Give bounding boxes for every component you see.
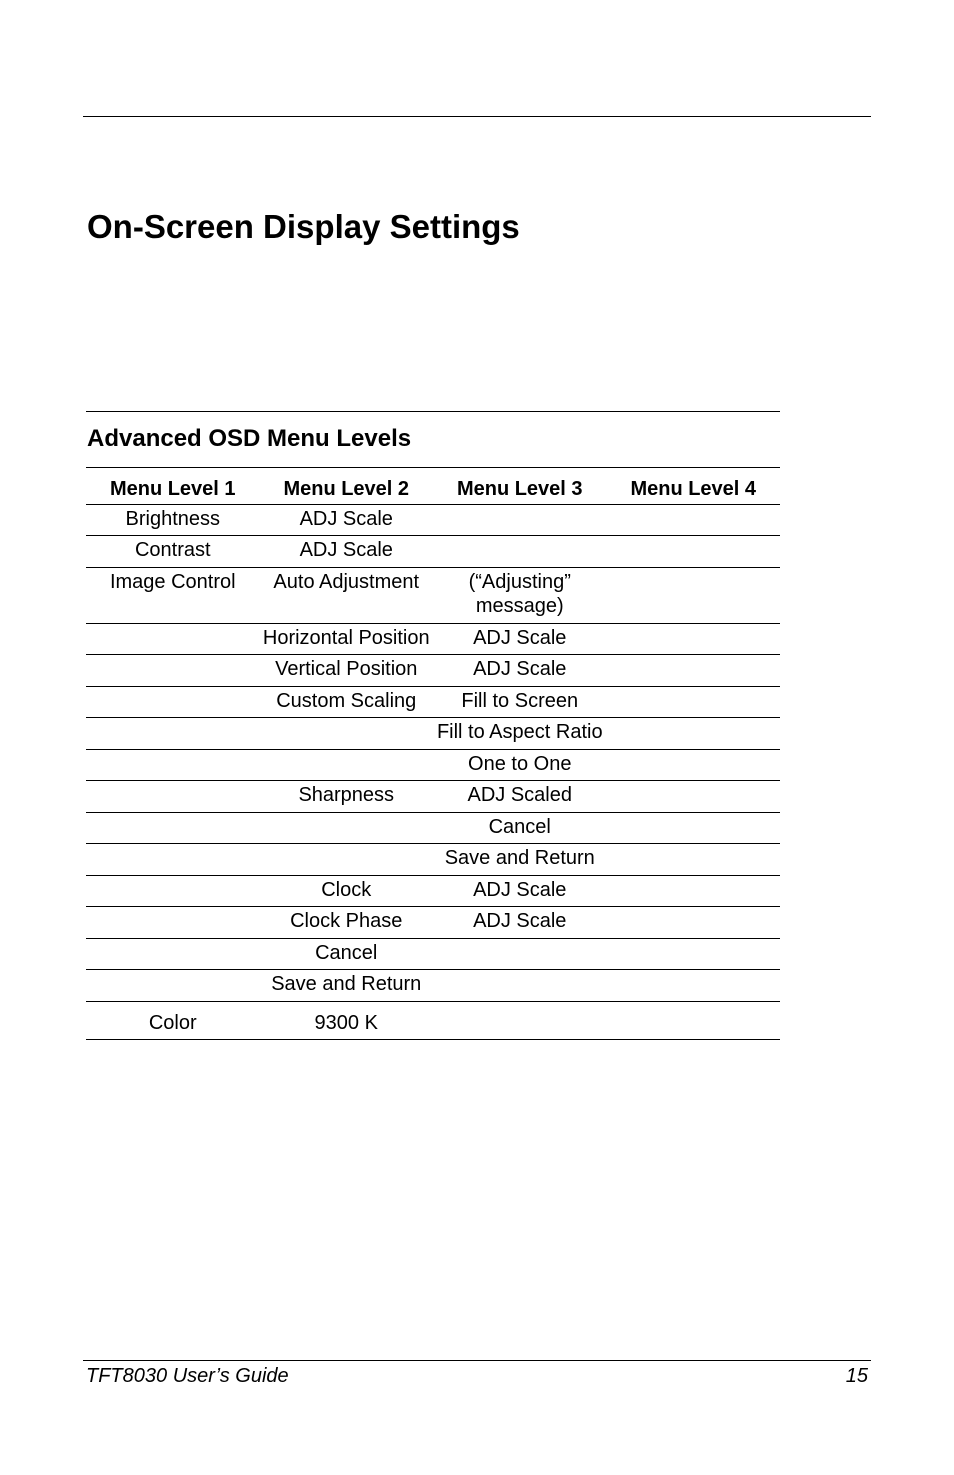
column-header: Menu Level 2 xyxy=(283,478,410,500)
header-rule xyxy=(83,116,871,117)
table-cell-level-3: ADJ Scale xyxy=(473,910,567,932)
table-cell-level-1 xyxy=(86,718,260,750)
table-cell-level-2: Custom Scaling xyxy=(276,689,417,712)
table-row xyxy=(86,749,780,781)
table-row xyxy=(86,938,780,970)
table-body xyxy=(86,504,780,1040)
table-row xyxy=(86,655,780,687)
table-cell-level-4 xyxy=(607,812,781,844)
table-cell-level-1 xyxy=(86,623,260,655)
table-cell-level-3: ADJ Scale xyxy=(473,626,567,649)
table-row xyxy=(86,812,780,844)
table-cell-level-1 xyxy=(86,781,260,813)
osd-menu-table-section xyxy=(86,411,780,1040)
table-header-row xyxy=(86,468,780,504)
table-cell-level-2: Cancel xyxy=(315,941,378,964)
table-cell-level-2: Sharpness xyxy=(298,784,395,806)
table-row xyxy=(86,907,780,939)
table-cell-level-3: ADJ Scaled xyxy=(467,784,572,806)
table-cell-level-2: Auto Adjustment xyxy=(273,570,420,593)
table-cell-level-3 xyxy=(433,504,607,536)
table-cell-level-4 xyxy=(607,749,781,781)
table-cell-level-4 xyxy=(607,844,781,876)
table-cell-level-4 xyxy=(607,970,781,1002)
table-cell-level-4 xyxy=(607,907,781,939)
table-cell-level-2 xyxy=(260,749,434,781)
table-cell-level-4 xyxy=(607,718,781,750)
page-number: 15 xyxy=(845,1365,868,1387)
table-cell-level-1 xyxy=(86,686,260,718)
table-row xyxy=(86,844,780,876)
table-row xyxy=(86,504,780,536)
table-cell-level-4 xyxy=(607,875,781,907)
table-row xyxy=(86,623,780,655)
table-cell-level-2: Save and Return xyxy=(271,973,422,995)
table-cell-level-2: Clock Phase xyxy=(290,910,403,932)
table-cell-level-3: ADJ Scale xyxy=(473,658,567,680)
table-cell-level-1 xyxy=(86,875,260,907)
table-cell-level-3: Fill to Aspect Ratio xyxy=(436,721,603,743)
column-header: Menu Level 1 xyxy=(109,478,236,500)
table-cell-level-3: Save and Return xyxy=(444,847,595,869)
table-cell-level-2 xyxy=(260,844,434,876)
table-cell-level-4 xyxy=(607,536,781,568)
table-row xyxy=(86,686,780,718)
table-cell-level-3 xyxy=(433,536,607,568)
column-header: Menu Level 3 xyxy=(456,478,583,500)
osd-menu-levels-table xyxy=(86,468,780,1040)
table-row xyxy=(86,718,780,750)
table-cell-level-1: Image Control xyxy=(109,570,236,593)
footer-guide-title: TFT8030 User’s Guide xyxy=(86,1365,289,1387)
table-title: Advanced OSD Menu Levels xyxy=(86,412,780,468)
table-cell-level-2: 9300 K xyxy=(314,1011,378,1034)
table-cell-level-4 xyxy=(607,567,781,623)
table-cell-level-3: Fill to Screen xyxy=(461,689,579,712)
table-row xyxy=(86,970,780,1002)
column-header: Menu Level 4 xyxy=(630,478,757,500)
table-cell-level-4 xyxy=(607,1001,781,1040)
table-cell-level-4 xyxy=(607,623,781,655)
table-cell-level-1 xyxy=(86,812,260,844)
page-title: On-Screen Display Settings xyxy=(87,208,520,245)
table-cell-level-3: (“Adjusting” message) xyxy=(468,570,571,617)
table-cell-level-1 xyxy=(86,970,260,1002)
table-row xyxy=(86,1001,780,1040)
table-cell-level-4 xyxy=(607,938,781,970)
table-cell-level-3: One to One xyxy=(468,752,572,775)
table-cell-level-1 xyxy=(86,655,260,687)
table-cell-level-3: ADJ Scale xyxy=(473,878,567,901)
table-cell-level-1: Color xyxy=(148,1011,197,1034)
table-cell-level-1 xyxy=(86,749,260,781)
table-cell-level-1: Brightness xyxy=(125,507,220,530)
footer-rule xyxy=(83,1360,871,1361)
table-cell-level-3 xyxy=(433,1001,607,1040)
table-cell-level-4 xyxy=(607,686,781,718)
table-cell-level-3 xyxy=(433,970,607,1002)
table-cell-level-4 xyxy=(607,504,781,536)
table-cell-level-2 xyxy=(260,718,434,750)
table-cell-level-2: Horizontal Position xyxy=(262,626,430,649)
table-cell-level-4 xyxy=(607,781,781,813)
table-cell-level-2: Vertical Position xyxy=(275,658,418,680)
table-cell-level-3: Cancel xyxy=(488,815,551,838)
table-row xyxy=(86,875,780,907)
table-row xyxy=(86,781,780,813)
table-cell-level-2 xyxy=(260,812,434,844)
table-cell-level-1 xyxy=(86,844,260,876)
table-cell-level-1 xyxy=(86,938,260,970)
table-cell-level-2: ADJ Scale xyxy=(299,539,393,561)
table-cell-level-2: ADJ Scale xyxy=(299,507,393,530)
table-cell-level-3 xyxy=(433,938,607,970)
table-row xyxy=(86,567,780,623)
table-cell-level-1 xyxy=(86,907,260,939)
table-cell-level-4 xyxy=(607,655,781,687)
table-cell-level-2: Clock xyxy=(321,878,372,901)
table-row xyxy=(86,536,780,568)
table-cell-level-1: Contrast xyxy=(134,539,211,561)
